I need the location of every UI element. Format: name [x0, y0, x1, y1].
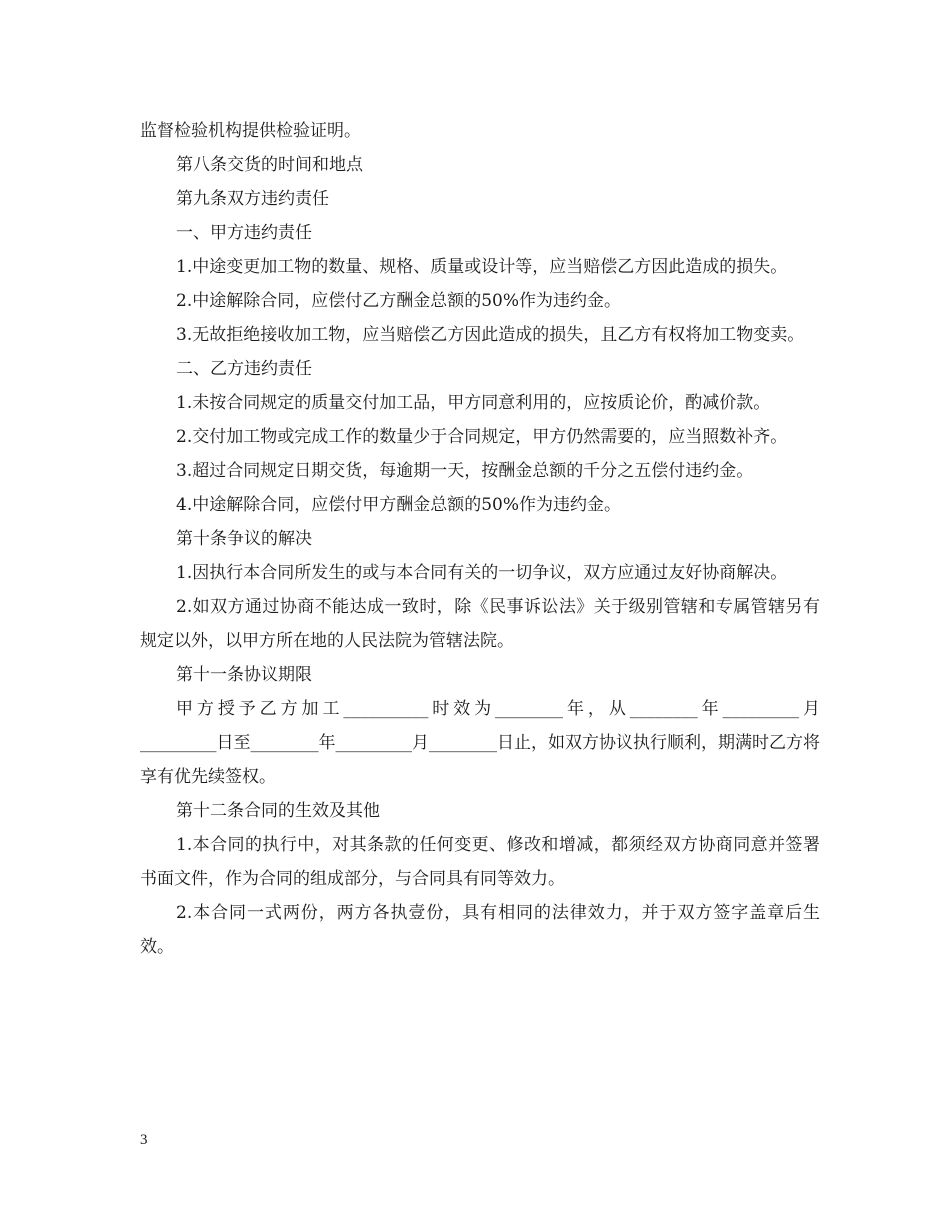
page-number: 3 [140, 1132, 148, 1148]
subsection-heading: 一、甲方违约责任 [176, 223, 312, 243]
paragraph: 1.因执行本合同所发生的或与本合同有关的一切争议，双方应通过友好协商解决。 [176, 563, 788, 583]
paragraph: 3.超过合同规定日期交货，每逾期一天，按酬金总额的千分之五偿付违约金。 [176, 461, 754, 481]
paragraph: 甲方授予乙方加工__________时效为________年，从________年_________月_________日至________年_________月________日止，如双方协议执行顺利，期满时乙方将享有优先续签权。 [140, 699, 820, 787]
paragraph: 2.中途解除合同，应偿付乙方酬金总额的50%作为违约金。 [176, 291, 622, 311]
paragraph: 1.中途变更加工物的数量、规格、质量或设计等，应当赔偿乙方因此造成的损失。 [176, 257, 788, 277]
section-heading: 第十条争议的解决 [176, 529, 312, 549]
paragraph: 1.未按合同规定的质量交付加工品，甲方同意利用的，应按质论价，酌减价款。 [176, 393, 771, 413]
paragraph: 监督检验机构提供检验证明。 [140, 121, 361, 141]
section-heading: 第十二条合同的生效及其他 [176, 801, 380, 821]
paragraph: 4.中途解除合同，应偿付甲方酬金总额的50%作为违约金。 [176, 495, 622, 515]
subsection-heading: 二、乙方违约责任 [176, 359, 312, 379]
paragraph: 1.本合同的执行中，对其条款的任何变更、修改和增减，都须经双方协商同意并签署书面文件，作为合同的组成部分，与合同具有同等效力。 [140, 835, 820, 889]
paragraph: 3.无故拒绝接收加工物，应当赔偿乙方因此造成的损失，且乙方有权将加工物变卖。 [176, 325, 805, 345]
paragraph: 2.本合同一式两份，两方各执壹份，具有相同的法律效力，并于双方签字盖章后生效。 [140, 903, 820, 957]
paragraph: 2.如双方通过协商不能达成一致时，除《民事诉讼法》关于级别管辖和专属管辖另有规定以外，以甲方所在地的人民法院为管辖法院。 [140, 597, 820, 651]
paragraph: 2.交付加工物或完成工作的数量少于合同规定，甲方仍然需要的，应当照数补齐。 [176, 427, 788, 447]
document-body [140, 114, 820, 964]
section-heading: 第十一条协议期限 [176, 665, 312, 685]
section-heading: 第九条双方违约责任 [176, 189, 329, 209]
section-heading: 第八条交货的时间和地点 [176, 155, 363, 175]
